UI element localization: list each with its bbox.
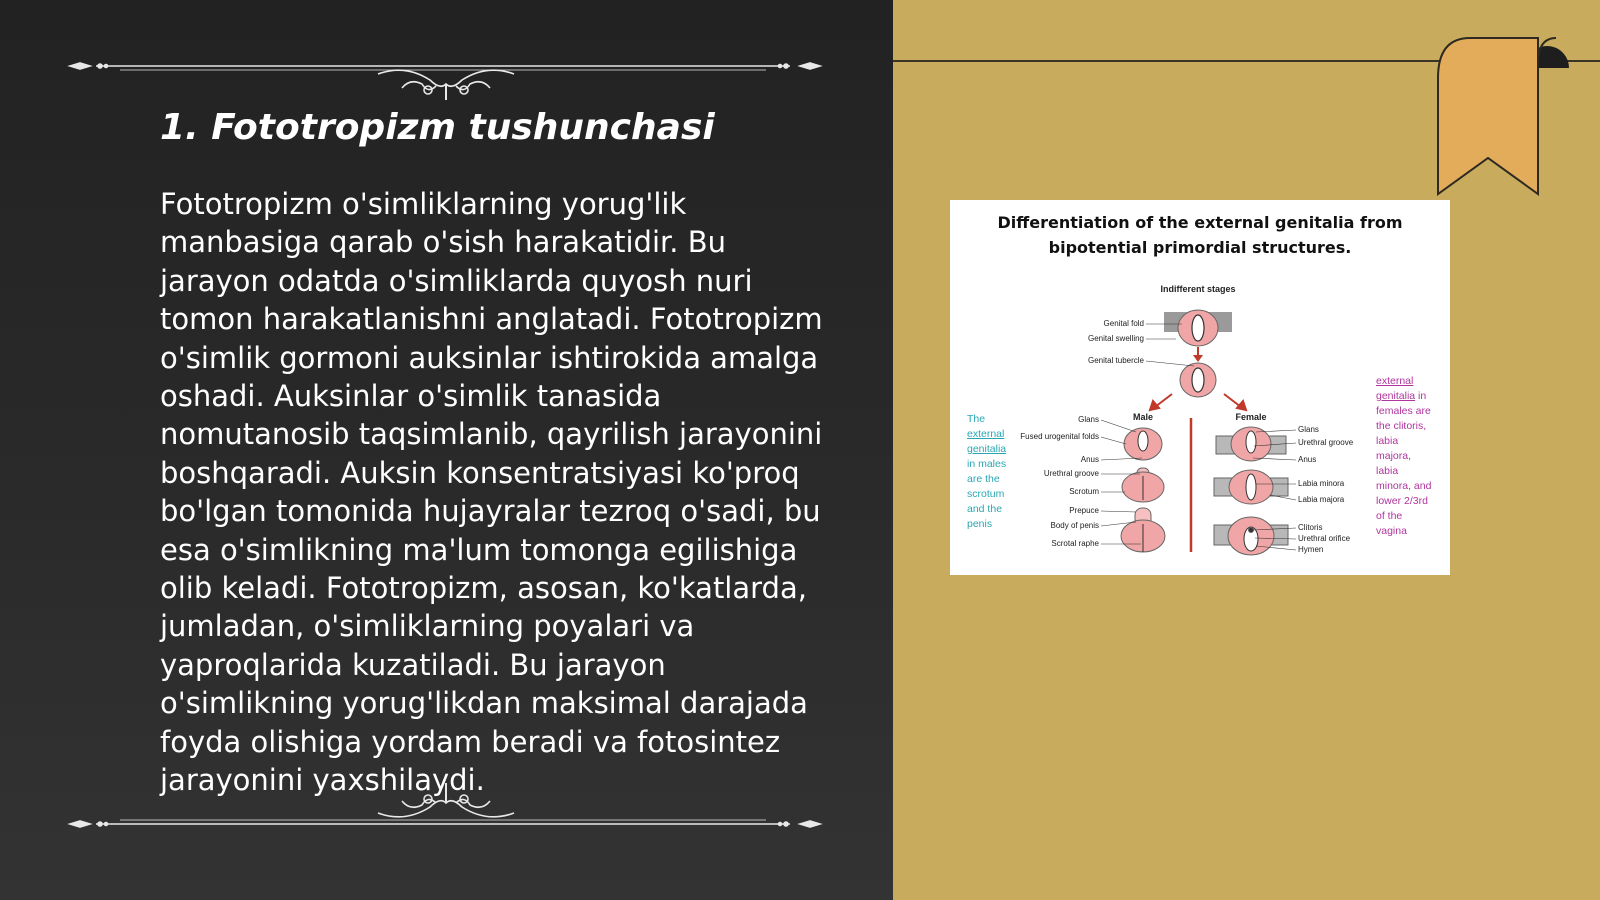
figure-title: Differentiation of the external genitalia from bipotential primordial structures.: [997, 213, 1403, 257]
female-side-note: [1376, 374, 1436, 539]
slide-body-text: Fototropizm o'simliklarning yorug'lik manbasiga qarab o'sish harakatidir. Bu jarayon odatda o'simliklarda quyosh nuri tomon harakatlanishni anglatadi. Fototropizm o'simlik gormoni auksinlar ishtirokida amalga oshadi. Auksinlar o'simlik tanasida nomutanosib taqsimlanib, qayrilish jarayonini boshqaradi. Auksin konsentratsiyasi ko'proq bo'lgan tomonida hujayralar tezroq o'sadi, bu esa o'simlikning ma'lum tomonga egilishiga olib keladi. Fototropizm, asosan, ko'katlarda, jumladan, o'simliklarning poyalari va yaproqlarida kuzatiladi. Bu jarayon o'simlikning yorug'likdan maksimal darajada foyda olishiga yordam beradi va fotosintez jarayonini yaxshilaydi.: [160, 187, 823, 798]
female-external-genitalia-link[interactable]: external genitalia: [1376, 375, 1416, 402]
female-label-labia-majora: Labia majora: [1298, 495, 1345, 504]
female-label: Female: [1235, 412, 1267, 422]
diagram-figure: [950, 200, 1450, 575]
male-label-anus: Anus: [1080, 455, 1099, 464]
genitalia-differentiation-diagram: [950, 200, 1450, 575]
male-label-urethral-groove: Urethral groove: [1043, 469, 1099, 478]
bookmark-ribbon-icon: [1430, 34, 1590, 204]
female-label-glans: Glans: [1298, 425, 1319, 434]
male-label-scrotum: Scrotum: [1069, 487, 1099, 496]
male-label-fused-urogenital-folds: Fused urogenital folds: [1020, 432, 1099, 441]
female-label-anus: Anus: [1298, 455, 1317, 464]
male-note-intro: The: [967, 413, 986, 425]
female-label-clitoris: Clitoris: [1298, 523, 1323, 532]
male-note-rest: in males are the scrotum and the penis: [967, 458, 1007, 530]
male-label-scrotal-raphe: Scrotal raphe: [1051, 539, 1099, 548]
label-genital-fold: Genital fold: [1103, 319, 1144, 328]
female-label-labia-minora: Labia minora: [1298, 479, 1345, 488]
female-note-rest: in females are the clitoris, labia majora, labia minora, and lower 2/3rd of the vagina: [1376, 390, 1432, 537]
slide-title: 1. Fototropizm tushunchasi: [160, 107, 715, 148]
female-stage-shapes: [1214, 427, 1288, 555]
male-side-note: [967, 412, 1015, 532]
female-label-hymen: Hymen: [1298, 545, 1324, 554]
male-label-body-of-penis: Body of penis: [1050, 521, 1099, 530]
indifferent-stages-label: Indifferent stages: [1160, 284, 1236, 294]
female-label-urethral-orifice: Urethral orifice: [1298, 534, 1351, 543]
male-label-glans: Glans: [1078, 415, 1099, 424]
male-label: Male: [1132, 412, 1154, 422]
indifferent-stage-shapes: [1164, 310, 1232, 397]
male-external-genitalia-link[interactable]: external genitalia: [967, 428, 1007, 455]
label-genital-swelling: Genital swelling: [1087, 334, 1144, 343]
label-genital-tubercle: Genital tubercle: [1087, 356, 1144, 365]
male-label-prepuce: Prepuce: [1069, 506, 1099, 515]
female-label-urethral-groove: Urethral groove: [1298, 438, 1354, 447]
male-stage-shapes: [1121, 428, 1165, 552]
